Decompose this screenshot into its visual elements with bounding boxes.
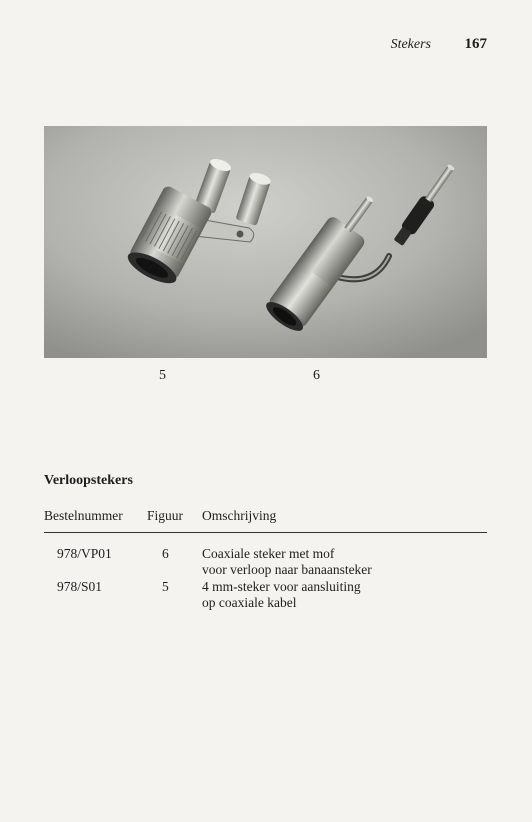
running-head-section: Stekers [390,37,431,52]
order-number: 978/S01 [57,579,103,594]
table-row [44,546,487,579]
table-body [44,546,487,612]
running-head [391,36,487,53]
order-number: 978/VP01 [57,546,112,561]
figure-number: 6 [162,546,169,561]
description [202,579,361,611]
table-header [44,506,487,533]
table-row [44,579,487,612]
header-order-number: Bestelnummer [44,508,123,523]
description [202,546,372,578]
header-description: Omschrijving [202,508,277,523]
description-line: voor verloop naar banaansteker [202,562,372,577]
figure-label-6: 6 [313,368,320,383]
connector-photo [44,126,487,358]
page-number: 167 [464,36,487,52]
parts-table [44,506,487,612]
figure-number: 5 [162,579,169,594]
description-line: Coaxiale steker met mof [202,546,335,561]
section-title: Verloopstekers [44,473,133,488]
description-line: op coaxiale kabel [202,595,297,610]
figure-label-5: 5 [159,368,166,383]
description-line: 4 mm-steker voor aansluiting [202,579,361,594]
header-figure: Figuur [147,508,184,523]
